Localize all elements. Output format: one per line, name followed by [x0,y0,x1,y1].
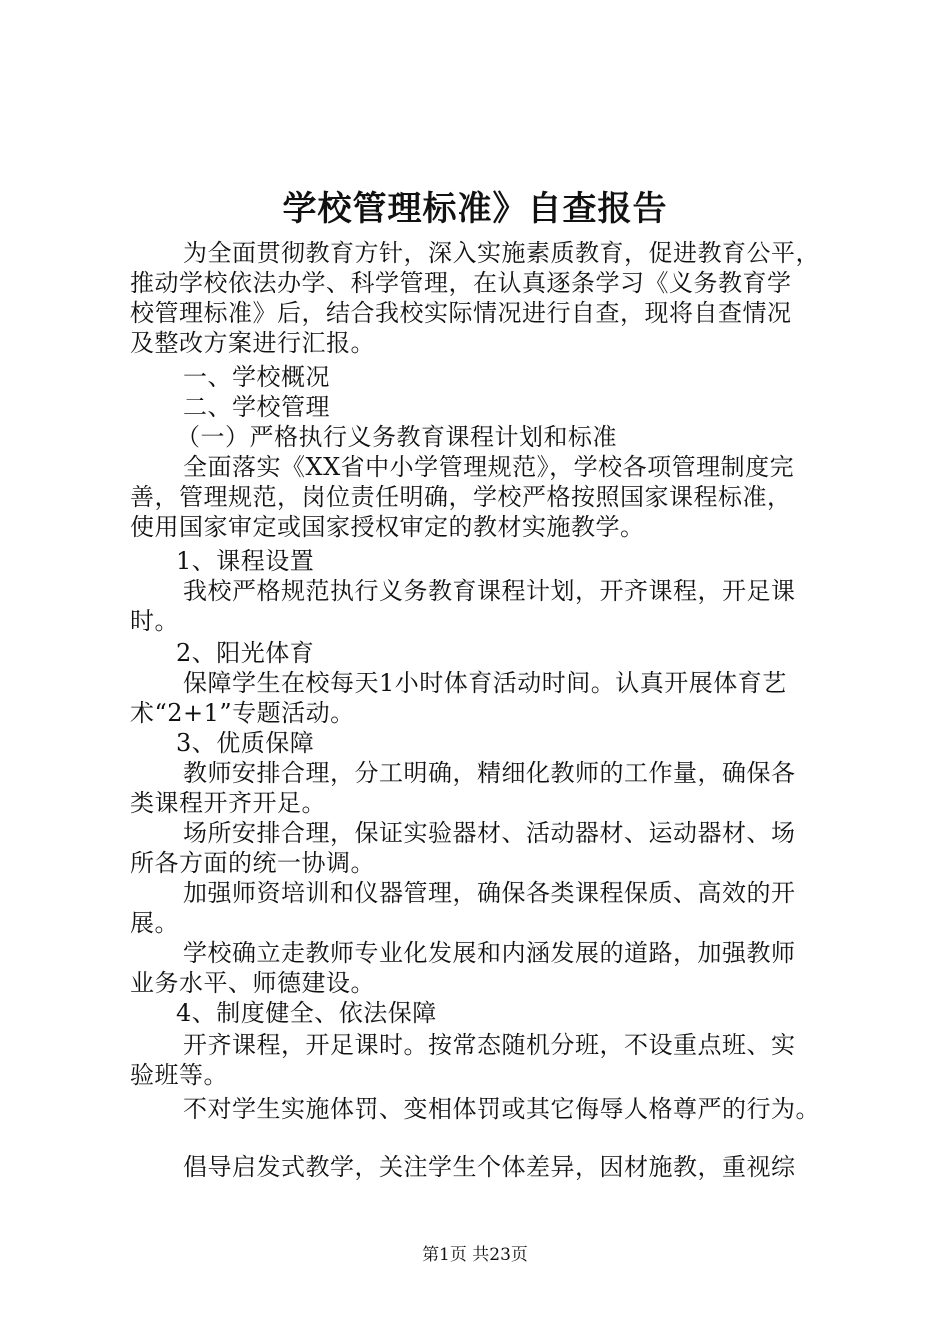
paragraph-line: 不对学生实施体罚、变相体罚或其它侮辱人格尊严的行为。 [183,1095,820,1123]
paragraph-line: 保障学生在校每天1小时体育活动时间。认真开展体育艺 [183,669,787,697]
paragraph-line: 及整改方案进行汇报。 [130,329,375,357]
paragraph-line: 所各方面的统一协调。 [130,849,375,877]
paragraph-line: 时。 [130,607,179,635]
paragraph-line: 学校确立走教师专业化发展和内涵发展的道路，加强教师 [183,939,796,967]
paragraph-line: 倡导启发式教学，关注学生个体差异，因材施教，重视综 [183,1153,796,1181]
paragraph-line: 展。 [130,909,179,937]
paragraph-line: 为全面贯彻教育方针，深入实施素质教育，促进教育公平， [183,239,820,267]
paragraph-line: 善，管理规范，岗位责任明确，学校严格按照国家课程标准， [130,483,792,511]
paragraph-line: 4、制度健全、依法保障 [176,999,437,1027]
paragraph-line: 校管理标准》后，结合我校实际情况进行自查，现将自查情况 [130,299,792,327]
paragraph-line: 我校严格规范执行义务教育课程计划，开齐课程，开足课 [183,577,796,605]
paragraph-line: 开齐课程，开足课时。按常态随机分班，不设重点班、实 [183,1031,796,1059]
paragraph-line: 推动学校依法办学、科学管理，在认真逐条学习《义务教育学 [130,269,792,297]
paragraph-line: 教师安排合理，分工明确，精细化教师的工作量，确保各 [183,759,796,787]
page-footer: 第1页 共23页 [422,1245,528,1265]
paragraph-line: 术“2+1”专题活动。 [130,699,355,727]
document-title: 学校管理标准》自查报告 [282,189,668,229]
paragraph-line: 全面落实《XX省中小学管理规范》，学校各项管理制度完 [183,453,795,481]
paragraph-line: （一）严格执行义务教育课程计划和标准 [176,423,617,451]
paragraph-line: 3、优质保障 [176,729,315,757]
paragraph-line: 一、学校概况 [183,363,330,391]
paragraph-line: 二、学校管理 [183,393,330,421]
paragraph-line: 加强师资培训和仪器管理，确保各类课程保质、高效的开 [183,879,796,907]
paragraph-line: 类课程开齐开足。 [130,789,326,817]
paragraph-line: 场所安排合理，保证实验器材、活动器材、运动器材、场 [183,819,796,847]
paragraph-line: 业务水平、师德建设。 [130,969,375,997]
paragraph-line: 1、课程设置 [176,547,315,575]
paragraph-line: 使用国家审定或国家授权审定的教材实施教学。 [130,513,645,541]
paragraph-line: 验班等。 [130,1061,228,1089]
paragraph-line: 2、阳光体育 [176,639,315,667]
